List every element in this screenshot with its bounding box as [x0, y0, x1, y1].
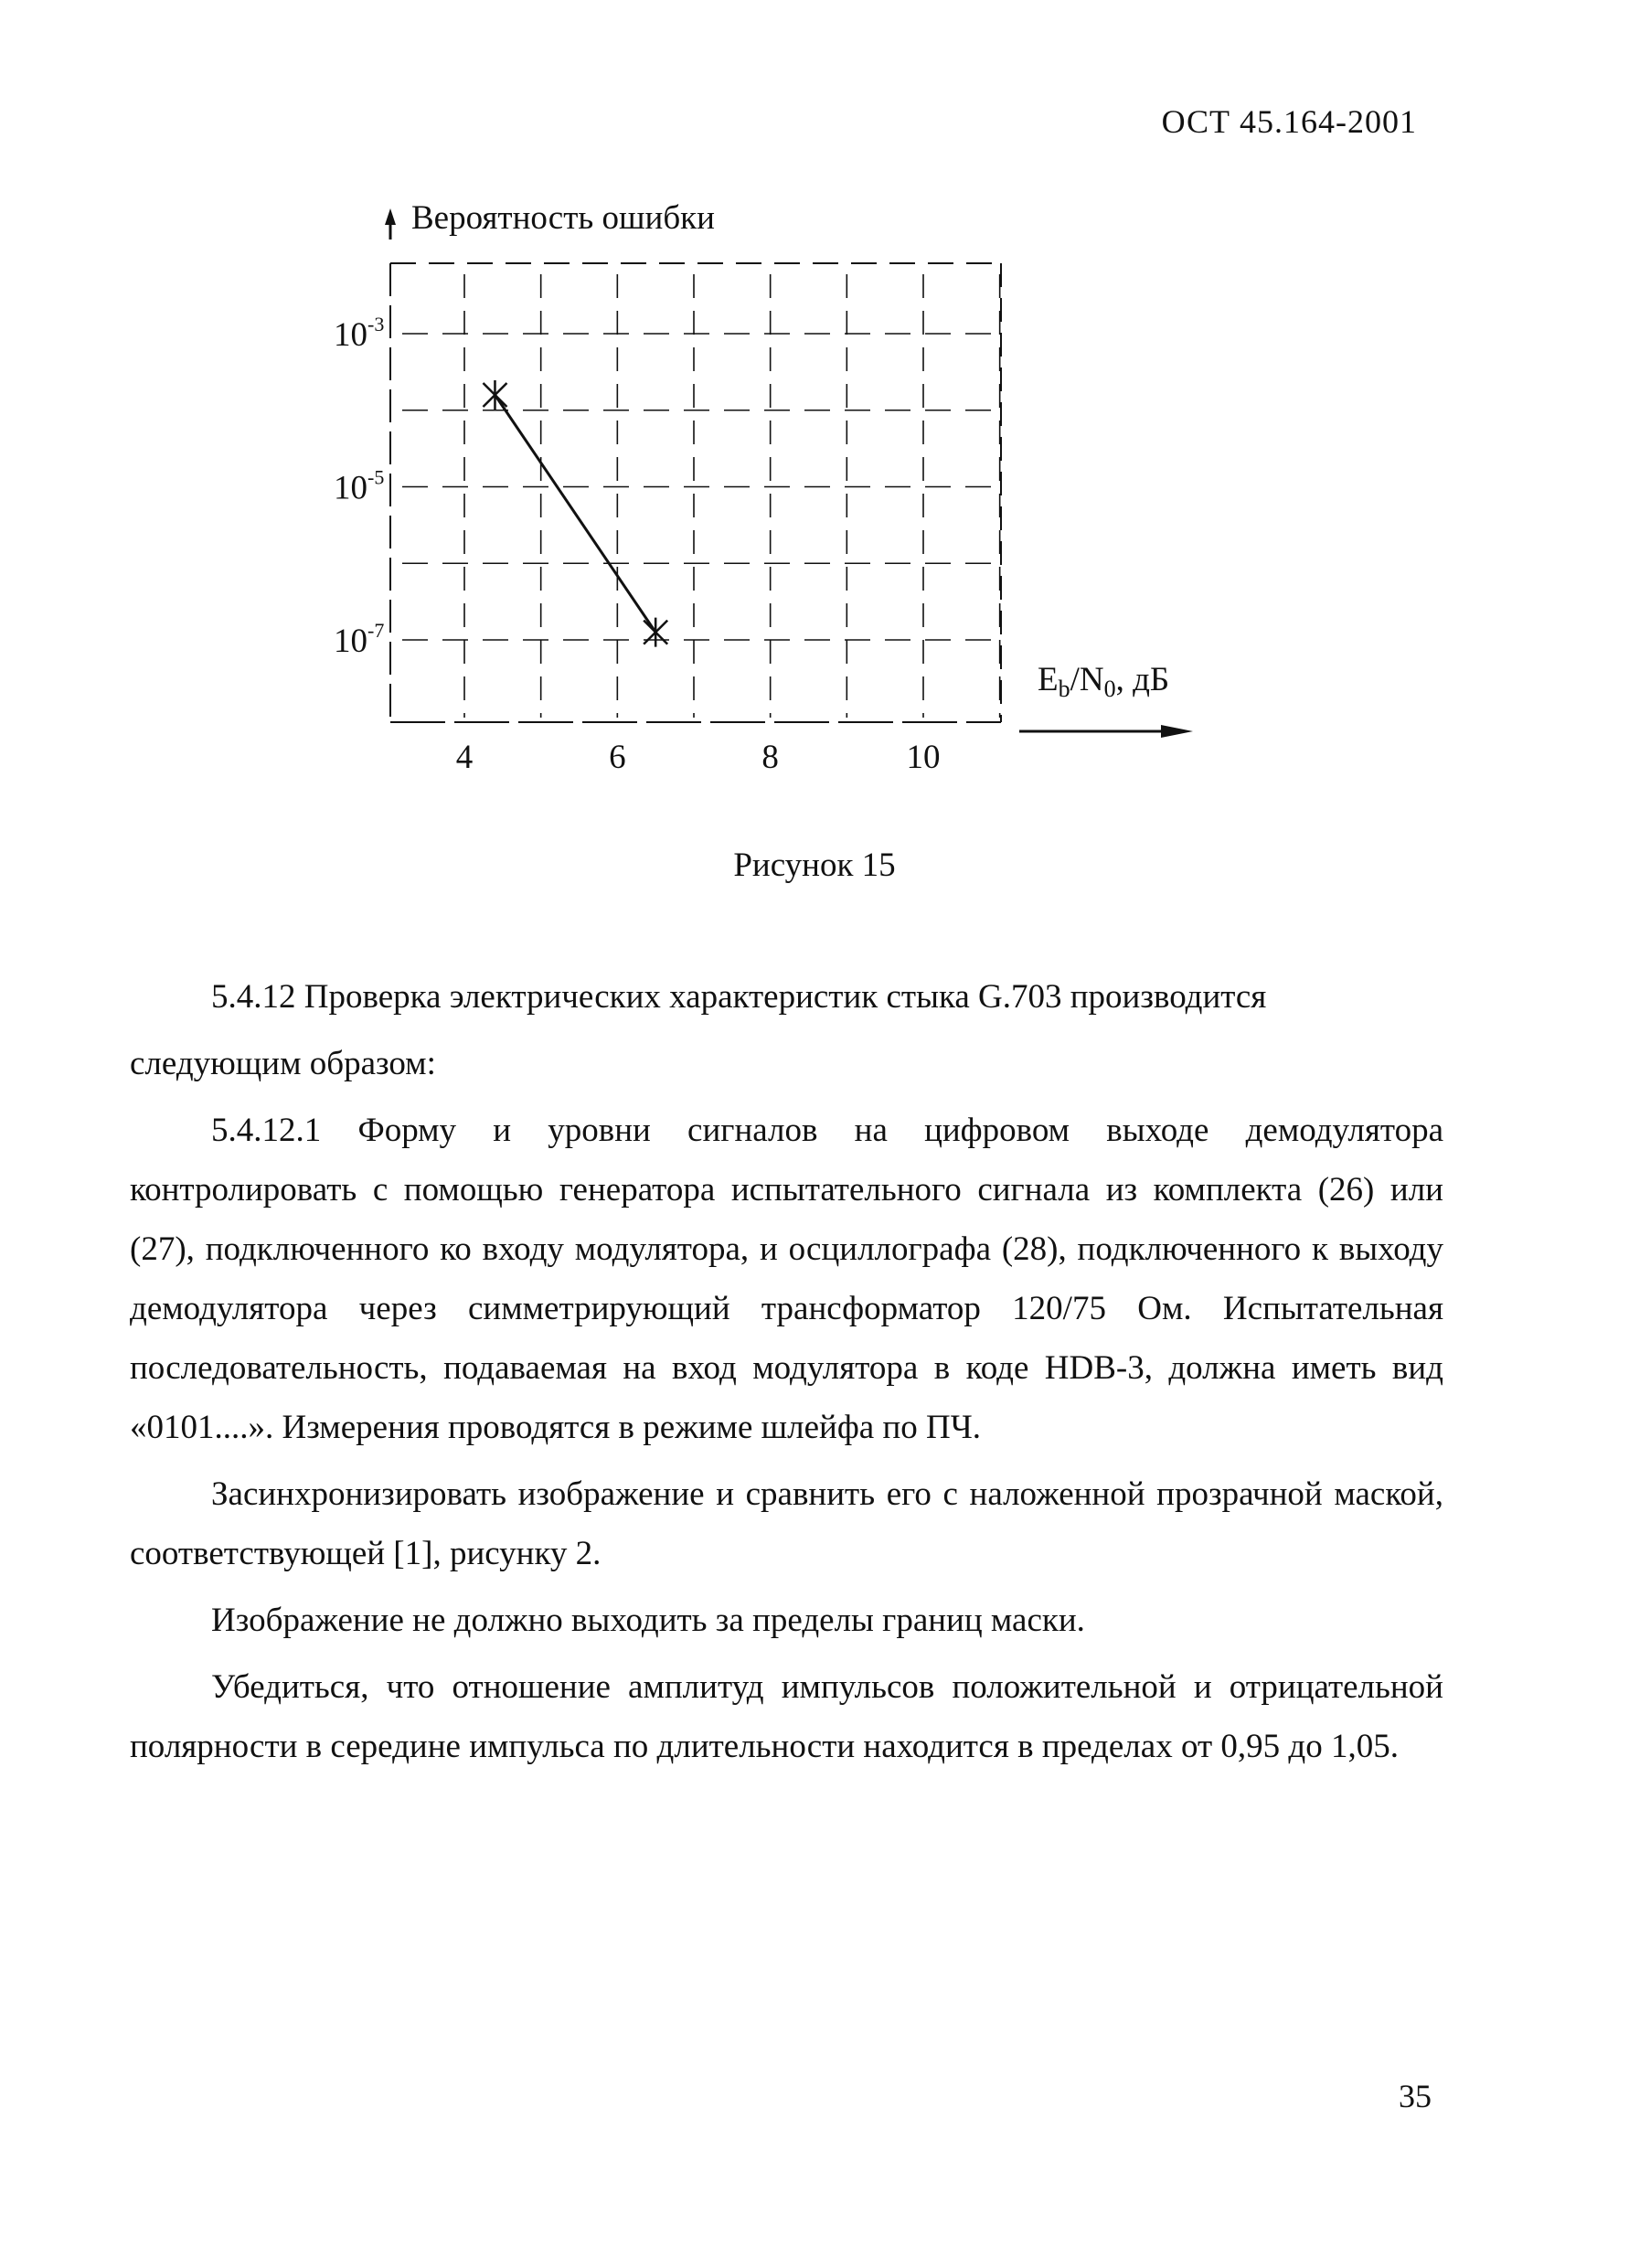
y-axis-title: Вероятность ошибки	[411, 199, 715, 237]
error-probability-chart	[0, 0, 1629, 914]
paragraph-5-4-12-1: 5.4.12.1 Форму и уровни сигналов на цифровом выходе демодулятора контролировать с помощью генератора испытательного сигнала из комплекта (26) или (27), подключенного ко входу модулятора, и осциллографа (28), подключенного к выходу демодулятора через симметрирующий трансформатор 120/75 Ом. Испытательная последовательность, подаваемая на вход модулятора в коде HDB-3, должна иметь вид «0101....». Измерения проводятся в режиме шлейфа по ПЧ.	[130, 1112, 1443, 1446]
paragraph-5-4-12-continued: следующим образом:	[130, 1045, 436, 1082]
figure-15	[0, 0, 1629, 914]
y-tick-label: $10^{-7}$	[334, 619, 385, 660]
x-tick-label: 6	[609, 739, 626, 776]
document-code: ОСТ 45.164-2001	[1161, 103, 1417, 140]
y-tick-label: $10^{-3}$	[334, 313, 385, 354]
page-number: 35	[1399, 2078, 1432, 2114]
x-axis-arrowhead	[1161, 725, 1193, 738]
body-text	[130, 967, 1443, 1784]
x-tick-label: 8	[761, 739, 779, 776]
x-tick-label: 10	[906, 739, 941, 776]
x-tick-label: 4	[455, 739, 474, 776]
x-axis-title: Eb/N0, дБ	[1038, 661, 1170, 702]
figure-caption: Рисунок 15	[733, 847, 896, 884]
series-line	[495, 395, 655, 633]
y-axis-arrowhead	[385, 208, 396, 225]
paragraph-mask-limits: Изображение не должно выходить за пределы границ маски.	[211, 1602, 1085, 1639]
paragraph-5-4-12: 5.4.12 Проверка электрических характеристик стыка G.703 производится	[211, 978, 1267, 1016]
paragraph-amplitude-ratio: Убедиться, что отношение амплитуд импульсов положительной и отрицательной полярности в середине импульса по длительности находится в пределах от 0,95 до 1,05.	[130, 1668, 1443, 1765]
y-tick-label: $10^{-5}$	[334, 465, 385, 507]
paragraph-synchronize: Засинхронизировать изображение и сравнить его с наложенной прозрачной маской, соответствующей [1], рисунку 2.	[130, 1475, 1443, 1572]
